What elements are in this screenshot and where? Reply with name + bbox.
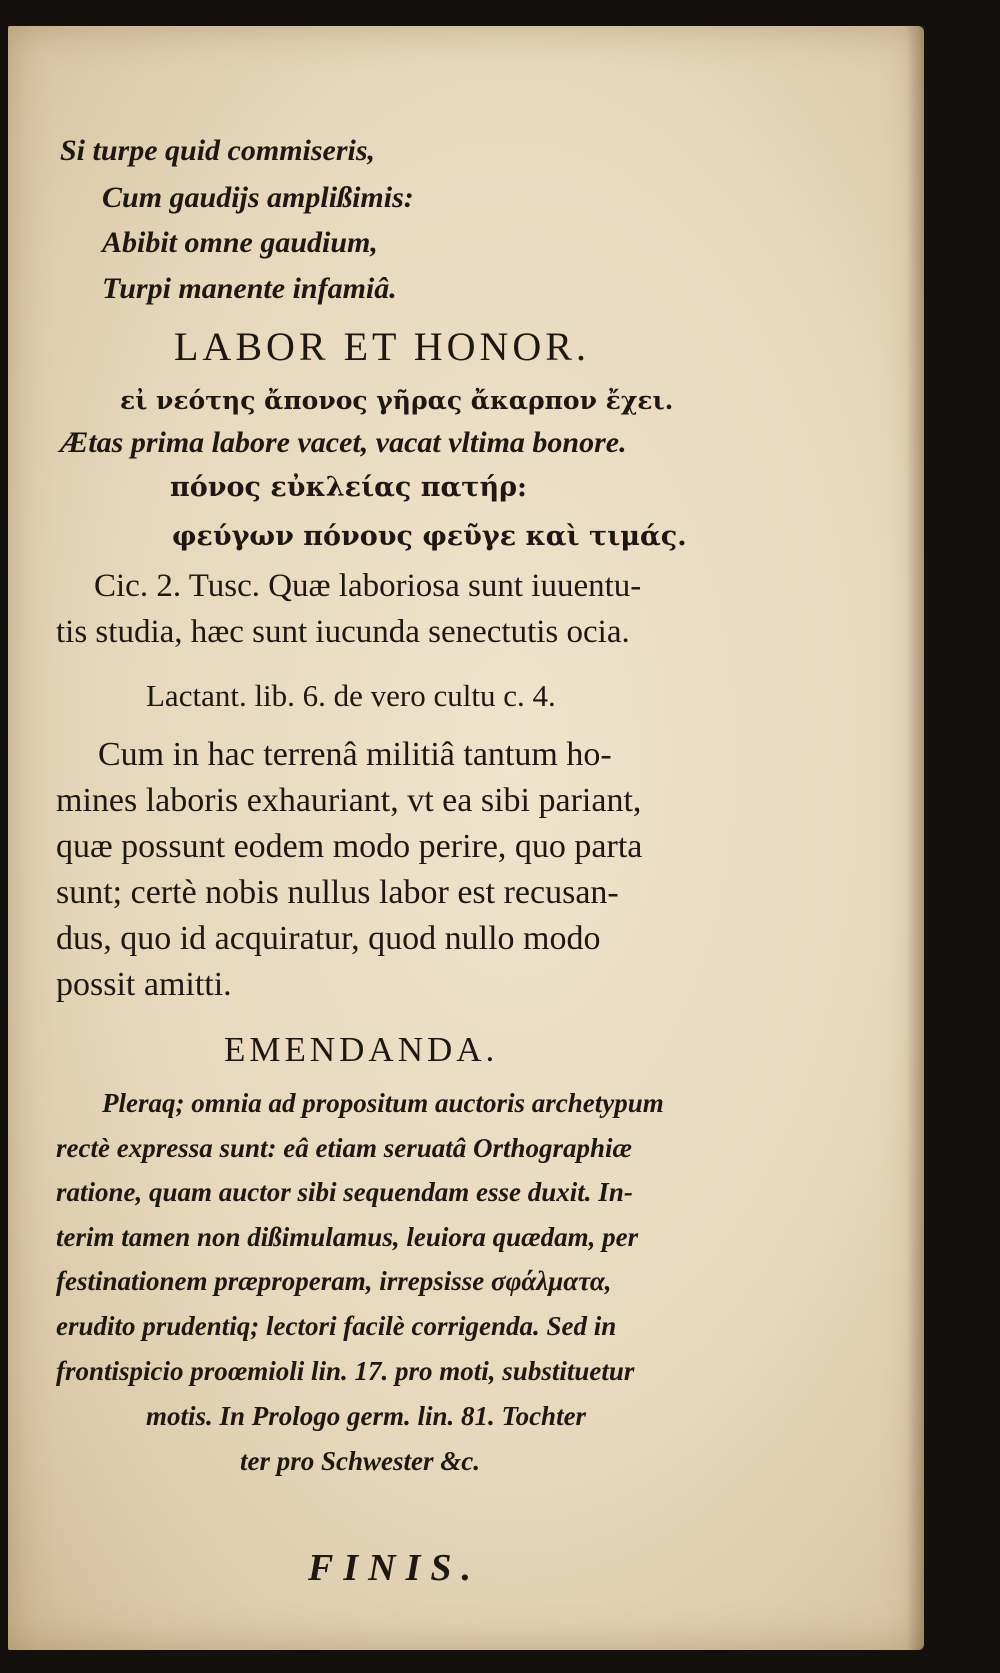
book-page <box>8 26 924 1650</box>
poem-line-2: Cum gaudijs amplißimis: <box>102 181 414 214</box>
finis: FINIS. <box>308 1547 481 1589</box>
paragraph-line-6: possit amitti. <box>56 966 232 1003</box>
cicero-line-1: Cic. 2. Tusc. Quæ laboriosa sunt iuuentu- <box>94 568 642 604</box>
heading-emendanda: EMENDANDA. <box>224 1030 499 1069</box>
errata-line-4: terim tamen non dißimulamus, leuiora quædam, per <box>56 1222 639 1252</box>
errata-line-8: motis. In Prologo germ. lin. 81. Tochter <box>146 1401 587 1431</box>
greek-line-3: φεύγων πόνους φεῦγε καὶ τιμάς. <box>172 521 687 552</box>
greek-line-2: πόνος εὐκλείας πατήρ: <box>170 472 528 503</box>
paragraph-line-5: dus, quo id acquiratur, quod nullo modo <box>56 920 601 957</box>
errata-line-1: Pleraq; omnia ad propositum auctoris archetypum <box>102 1088 664 1118</box>
errata-line-6: erudito prudentiq; lectori facilè corrigenda. Sed in <box>56 1311 617 1341</box>
poem-line-3: Abibit omne gaudium, <box>102 226 378 259</box>
latin-line-1: Ætas prima labore vacet, vacat vltima bonore. <box>60 426 627 459</box>
cicero-line-2: tis studia, hæc sunt iucunda senectutis ocia. <box>56 614 630 650</box>
lactant-reference: Lactant. lib. 6. de vero cultu c. 4. <box>146 678 556 713</box>
paragraph-line-2: mines laboris exhauriant, vt ea sibi pariant, <box>56 782 642 819</box>
poem-line-4: Turpi manente infamiâ. <box>102 272 397 305</box>
heading-labor-et-honor: LABOR ET HONOR. <box>174 324 590 369</box>
greek-line-1: εἰ νεότης ἄπονος γῆρας ἄκαρπον ἔχει. <box>120 386 674 415</box>
paragraph-line-1: Cum in hac terrenâ militiâ tantum ho- <box>98 736 612 773</box>
poem-line-1: Si turpe quid commiseris, <box>60 134 376 167</box>
errata-line-7: frontispicio proœmioli lin. 17. pro moti, substituetur <box>56 1356 635 1386</box>
errata-line-2: rectè expressa sunt: eâ etiam seruatâ Orthographiæ <box>56 1133 633 1163</box>
errata-line-3: ratione, quam auctor sibi sequendam esse duxit. In- <box>56 1177 633 1207</box>
paragraph-line-3: quæ possunt eodem modo perire, quo parta <box>56 828 643 865</box>
errata-line-5: festinationem præproperam, irrepsisse σφάλματα, <box>56 1266 612 1296</box>
paragraph-line-4: sunt; certè nobis nullus labor est recusan- <box>56 874 619 911</box>
errata-line-9: ter pro Schwester &c. <box>240 1446 480 1476</box>
